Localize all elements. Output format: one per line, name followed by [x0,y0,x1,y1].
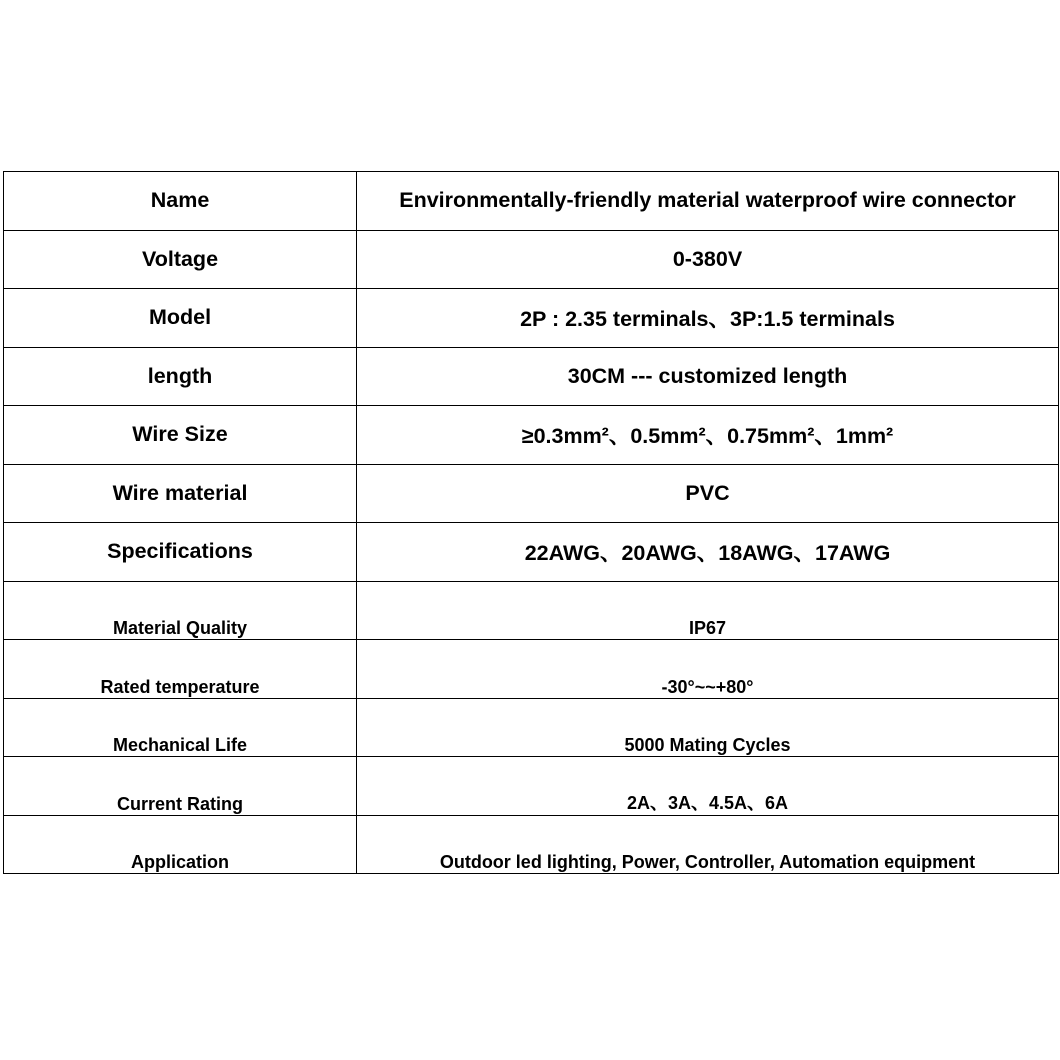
spec-value: Outdoor led lighting, Power, Controller, Automation equipment [357,815,1059,874]
spec-value: ≥0.3mm²、0.5mm²、0.75mm²、1mm² [357,406,1059,465]
spec-table [3,171,1059,874]
spec-label: Rated temperature [4,640,357,699]
spec-value: 0-380V [357,230,1059,289]
spec-label: Name [4,172,357,231]
spec-value: PVC [357,464,1059,523]
spec-value: 5000 Mating Cycles [357,698,1059,757]
spec-row-mechanical-life [4,698,1059,757]
spec-label: Wire Size [4,406,357,465]
spec-label: Application [4,815,357,874]
spec-row-current-rating [4,757,1059,816]
spec-row-application [4,815,1059,874]
spec-label: Wire material [4,464,357,523]
spec-value: 2P : 2.35 terminals、3P:1.5 terminals [357,289,1059,348]
spec-value: 30CM --- customized length [357,347,1059,406]
spec-row-name [4,172,1059,231]
spec-label: Specifications [4,523,357,582]
spec-value: IP67 [357,581,1059,640]
spec-row-wire-material [4,464,1059,523]
spec-row-material-quality [4,581,1059,640]
spec-row-wire-size [4,406,1059,465]
spec-label: Voltage [4,230,357,289]
spec-value: 2A、3A、4.5A、6A [357,757,1059,816]
spec-value: 22AWG、20AWG、18AWG、17AWG [357,523,1059,582]
spec-label: length [4,347,357,406]
spec-row-voltage [4,230,1059,289]
spec-row-rated-temperature [4,640,1059,699]
spec-label: Mechanical Life [4,698,357,757]
spec-label: Model [4,289,357,348]
spec-row-specifications [4,523,1059,582]
spec-value: Environmentally-friendly material waterproof wire connector [357,172,1059,231]
spec-row-model [4,289,1059,348]
spec-row-length [4,347,1059,406]
spec-label: Material Quality [4,581,357,640]
spec-table-body [4,172,1059,874]
spec-label: Current Rating [4,757,357,816]
spec-value: -30°~~+80° [357,640,1059,699]
